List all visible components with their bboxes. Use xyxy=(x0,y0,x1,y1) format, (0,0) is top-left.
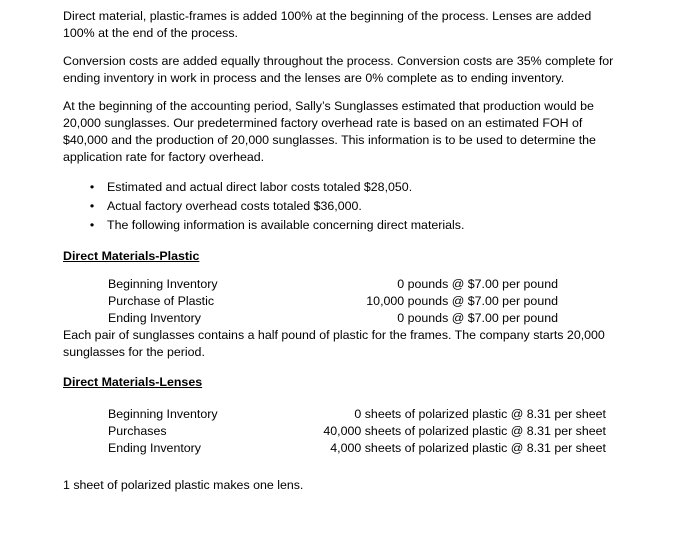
table-row xyxy=(108,440,623,457)
bullet-icon: • xyxy=(89,180,95,194)
bullet-text: The following information is available concerning direct materials. xyxy=(107,218,465,232)
row-value: 0 pounds @ $7.00 per pound xyxy=(397,311,558,325)
row-label: Purchases xyxy=(108,424,167,438)
row-value: 0 pounds @ $7.00 per pound xyxy=(397,277,558,291)
list-item xyxy=(63,197,623,216)
table-row xyxy=(108,293,623,310)
table-row xyxy=(108,406,623,423)
row-value: 10,000 pounds @ $7.00 per pound xyxy=(366,294,558,308)
row-label: Ending Inventory xyxy=(108,441,201,455)
bullet-icon: • xyxy=(89,199,95,213)
row-label: Ending Inventory xyxy=(108,311,201,325)
row-label: Beginning Inventory xyxy=(108,277,218,291)
paragraph-conversion-costs: Conversion costs are added equally throughout the process. Conversion costs are 35% complete for ending inventory in work in process and the lenses are 0% complete as to ending inventory. xyxy=(63,54,614,85)
bullet-text: Estimated and actual direct labor costs totaled $28,050. xyxy=(107,180,413,194)
bullet-text: Actual factory overhead costs totaled $36,000. xyxy=(107,199,362,213)
lenses-inventory-table xyxy=(108,406,623,457)
document-page xyxy=(63,8,623,494)
list-item xyxy=(63,178,623,197)
row-value: 40,000 sheets of polarized plastic @ 8.31 per sheet xyxy=(323,424,606,438)
heading-direct-materials-lenses: Direct Materials-Lenses xyxy=(63,375,203,389)
plastic-note: Each pair of sunglasses contains a half pound of plastic for the frames. The company starts 20,000 sunglasses for the period. xyxy=(63,328,605,359)
heading-direct-materials-plastic: Direct Materials-Plastic xyxy=(63,249,200,263)
table-row xyxy=(108,423,623,440)
plastic-inventory-table xyxy=(108,276,623,327)
paragraph-materials-timing: Direct material, plastic-frames is added 100% at the beginning of the process. Lenses are added 100% at the end of the process. xyxy=(63,9,592,40)
paragraph-overhead-estimate: At the beginning of the accounting period, Sally’s Sunglasses estimated that production would be 20,000 sunglasses. Our predetermined factory overhead rate is based on an estimated FOH of $40,000 and the production of 20,000 sunglasses. This information is to be used to determine the application rate for factory overhead. xyxy=(63,99,596,164)
table-row xyxy=(108,310,623,327)
bullet-list xyxy=(63,178,623,235)
row-value: 4,000 sheets of polarized plastic @ 8.31 per sheet xyxy=(330,441,606,455)
row-label: Purchase of Plastic xyxy=(108,294,215,308)
bullet-icon: • xyxy=(89,218,95,232)
lenses-note: 1 sheet of polarized plastic makes one lens. xyxy=(63,478,304,492)
table-row xyxy=(108,276,623,293)
row-value: 0 sheets of polarized plastic @ 8.31 per sheet xyxy=(354,407,606,421)
row-label: Beginning Inventory xyxy=(108,407,218,421)
list-item xyxy=(63,216,623,235)
